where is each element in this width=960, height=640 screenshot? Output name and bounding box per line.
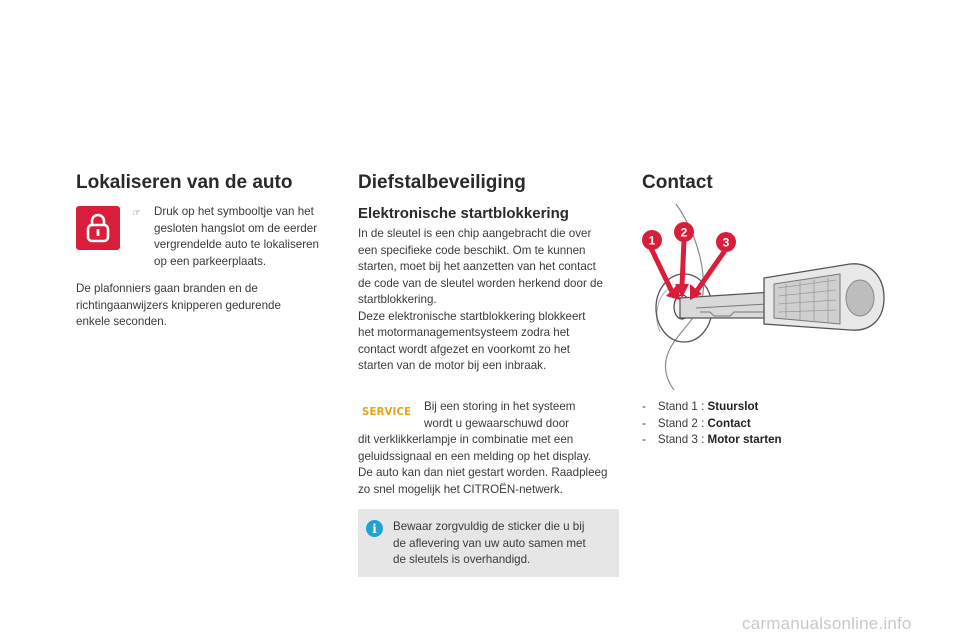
position-value: Motor starten bbox=[707, 433, 782, 446]
text-line: In de sleutel is een chip aangebracht die over bbox=[358, 227, 592, 240]
dash: - bbox=[642, 400, 646, 413]
text-line: het motormanagementsysteem zodra het bbox=[358, 326, 570, 339]
section-title-diefstalbeveiliging: Diefstalbeveiliging bbox=[358, 172, 526, 193]
text-line: starten, moet bij het aanzetten van het contact bbox=[358, 260, 596, 273]
section-title-lokaliseren: Lokaliseren van de auto bbox=[76, 172, 293, 193]
position-value: Stuurslot bbox=[707, 400, 759, 413]
position-value: Contact bbox=[707, 416, 751, 430]
ignition-illustration bbox=[640, 200, 890, 390]
text-line: wordt u gewaarschuwd door bbox=[424, 416, 570, 430]
bullet-icon: ☞ bbox=[132, 208, 141, 219]
text-line: gesloten hangslot om de eerder bbox=[154, 221, 318, 235]
info-icon: i bbox=[366, 520, 383, 537]
position-line bbox=[642, 416, 782, 433]
text-line: vergrendelde auto te lokaliseren bbox=[154, 238, 319, 251]
dash: - bbox=[642, 433, 646, 446]
text-line: contact wordt afgezet en voorkomt zo het bbox=[358, 342, 571, 356]
text-line: startblokkering. bbox=[358, 293, 437, 306]
marker-2-label: 2 bbox=[680, 225, 688, 240]
service-text bbox=[358, 432, 607, 498]
text-line: zo snel mogelijk het CITROËN-netwerk. bbox=[358, 482, 563, 496]
text-line: op een parkeerplaats. bbox=[154, 254, 267, 268]
position-line bbox=[642, 399, 782, 416]
text-line: Druk op het symbooltje van het bbox=[154, 205, 314, 218]
info-note-text bbox=[393, 519, 586, 569]
text-line: dit verklikkerlampje in combinatie met een bbox=[358, 433, 574, 446]
text-line: de sleutels is overhandigd. bbox=[393, 553, 531, 566]
service-text-short bbox=[424, 399, 575, 432]
service-warning-lamp-icon: SERVICE bbox=[362, 405, 412, 418]
text-line: richtingaanwijzers knipperen gedurende bbox=[76, 298, 281, 312]
position-label: Stand 2 : bbox=[657, 416, 705, 430]
position-line bbox=[642, 432, 782, 449]
position-label: Stand 3 : bbox=[657, 433, 705, 446]
info-note-box bbox=[358, 509, 619, 577]
text-line: Deze elektronische startblokkering blokkeert bbox=[358, 309, 586, 323]
text-line: Bij een storing in het systeem bbox=[424, 400, 576, 413]
padlock-icon bbox=[76, 206, 120, 250]
section-title-contact: Contact bbox=[642, 172, 713, 193]
position-label: Stand 1 : bbox=[657, 400, 705, 413]
text-line: geluidssignaal en een melding op het display. bbox=[358, 449, 592, 463]
watermark-text: carmanualsonline.info bbox=[742, 614, 912, 633]
lokaliseren-paragraph bbox=[76, 281, 281, 331]
dash: - bbox=[642, 416, 646, 430]
subsection-title-startblokkering: Elektronische startblokkering bbox=[358, 205, 569, 222]
marker-3-label: 3 bbox=[722, 235, 730, 250]
text-line: de aflevering van uw auto samen met bbox=[393, 536, 586, 550]
text-line: enkele seconden. bbox=[76, 315, 167, 328]
startblokkering-paragraph bbox=[358, 226, 603, 375]
ignition-positions-list bbox=[642, 399, 782, 449]
text-line: de code van de sleutel worden herkend door de bbox=[358, 276, 603, 290]
marker-1-label: 1 bbox=[648, 233, 656, 248]
text-line: een specifieke code beschikt. Om te kunnen bbox=[358, 243, 586, 257]
lokaliseren-step-text bbox=[154, 204, 319, 270]
text-line: Bewaar zorgvuldig de sticker die u bij bbox=[393, 520, 585, 533]
text-line: De plafonniers gaan branden en de bbox=[76, 282, 258, 295]
text-line: De auto kan dan niet gestart worden. Raadpleeg bbox=[358, 466, 608, 479]
text-line: starten van de motor bij een inbraak. bbox=[358, 359, 547, 372]
